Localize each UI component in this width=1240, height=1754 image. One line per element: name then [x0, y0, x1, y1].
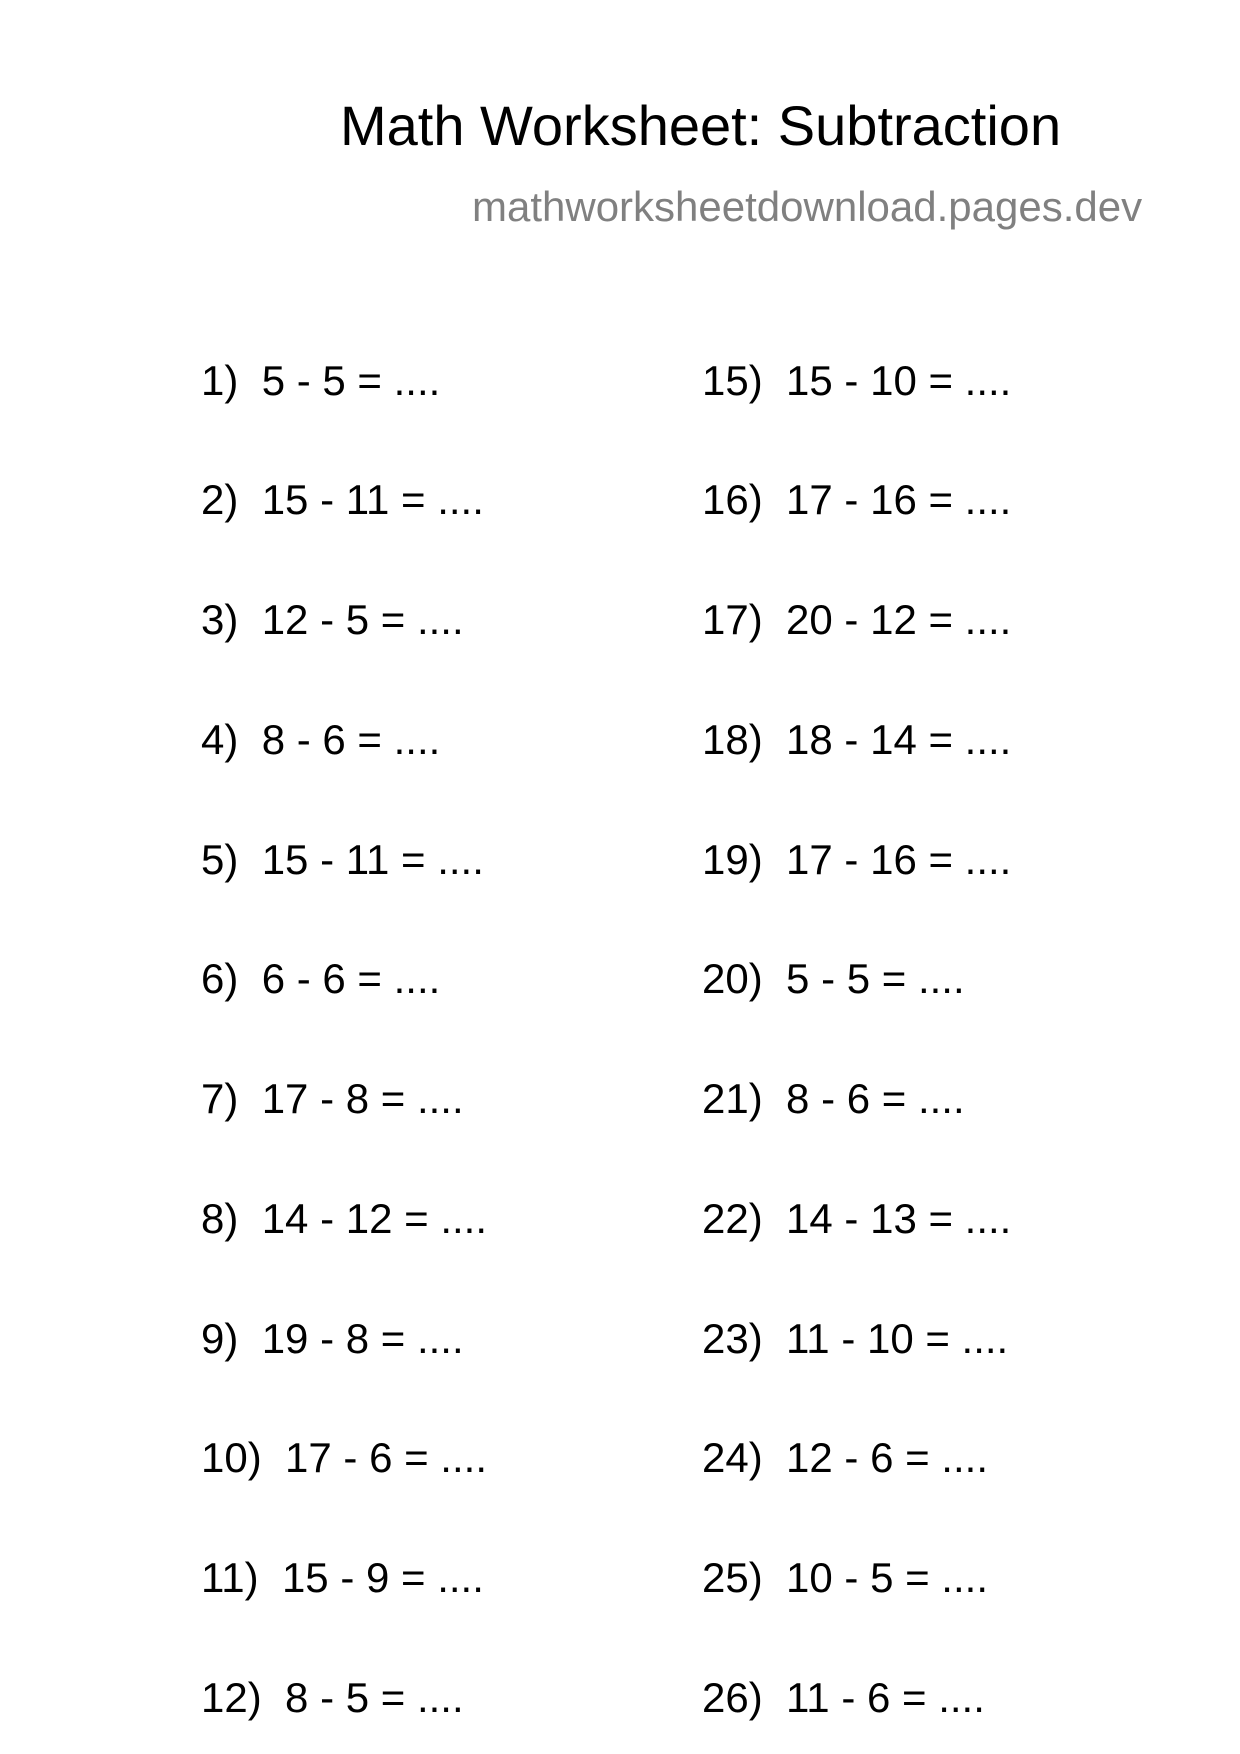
problem-number: 15) — [702, 357, 763, 404]
problem-expression: 15 - 9 = .... — [281, 1554, 484, 1601]
problem-number: 26) — [702, 1674, 763, 1721]
problem-number: 16) — [702, 476, 763, 523]
problem-item — [201, 1554, 484, 1601]
problem-number: 24) — [702, 1434, 763, 1481]
problem-item — [201, 836, 484, 883]
problem-item — [201, 1315, 464, 1362]
problem-item — [702, 955, 965, 1002]
problem-expression: 10 - 5 = .... — [786, 1554, 988, 1601]
problem-expression: 20 - 12 = .... — [786, 596, 1012, 643]
problem-item — [201, 1434, 487, 1481]
problem-expression: 14 - 13 = .... — [786, 1195, 1012, 1242]
problem-item — [201, 596, 464, 643]
page-title: Math Worksheet: Subtraction — [340, 94, 1062, 157]
problem-number: 23) — [702, 1315, 763, 1362]
problem-number: 18) — [702, 716, 763, 763]
problem-number: 17) — [702, 596, 763, 643]
problem-number: 11) — [201, 1554, 259, 1601]
problem-expression: 15 - 11 = .... — [261, 476, 484, 523]
problem-number: 9) — [201, 1315, 239, 1362]
problem-number: 4) — [201, 716, 239, 763]
problem-expression: 8 - 6 = .... — [261, 716, 441, 763]
problem-expression: 6 - 6 = .... — [261, 955, 441, 1002]
problem-number: 22) — [702, 1195, 763, 1242]
problem-item — [201, 1195, 488, 1242]
problem-item — [702, 1195, 1012, 1242]
problem-expression: 15 - 10 = .... — [786, 357, 1012, 404]
problem-item — [702, 836, 1012, 883]
problem-item — [201, 1674, 464, 1721]
problem-item — [702, 716, 1012, 763]
problem-expression: 5 - 5 = .... — [261, 357, 441, 404]
problem-item — [201, 1075, 464, 1122]
problem-number: 25) — [702, 1554, 763, 1601]
problem-number: 20) — [702, 955, 763, 1002]
problem-expression: 5 - 5 = .... — [786, 955, 965, 1002]
problem-item — [201, 955, 441, 1002]
problem-expression: 14 - 12 = .... — [261, 1195, 488, 1242]
problem-item — [201, 476, 484, 523]
source-url: mathworksheetdownload.pages.dev — [472, 183, 1143, 230]
problem-expression: 12 - 6 = .... — [786, 1434, 988, 1481]
problem-number: 3) — [201, 596, 239, 643]
problem-expression: 11 - 10 = .... — [786, 1315, 1009, 1362]
problem-expression: 15 - 11 = .... — [261, 836, 484, 883]
problem-item — [702, 1315, 1009, 1362]
problem-expression: 12 - 5 = .... — [261, 596, 464, 643]
problem-expression: 19 - 8 = .... — [261, 1315, 464, 1362]
problem-number: 10) — [201, 1434, 262, 1481]
problem-expression: 8 - 6 = .... — [786, 1075, 965, 1122]
problem-item — [702, 1674, 985, 1721]
problem-item — [201, 357, 441, 404]
problem-number: 2) — [201, 476, 239, 523]
problem-expression: 17 - 16 = .... — [786, 476, 1012, 523]
problem-item — [702, 596, 1012, 643]
problem-expression: 11 - 6 = .... — [786, 1674, 985, 1721]
problem-expression: 17 - 16 = .... — [786, 836, 1012, 883]
problem-item — [702, 1554, 988, 1601]
problem-expression: 18 - 14 = .... — [786, 716, 1012, 763]
problem-expression: 17 - 6 = .... — [285, 1434, 487, 1481]
problem-number: 21) — [702, 1075, 763, 1122]
problem-expression: 8 - 5 = .... — [285, 1674, 464, 1721]
problem-number: 1) — [201, 357, 239, 404]
problem-item — [702, 357, 1012, 404]
problem-number: 7) — [201, 1075, 239, 1122]
problem-item — [201, 716, 441, 763]
problem-number: 8) — [201, 1195, 239, 1242]
problem-item — [702, 476, 1012, 523]
problem-number: 12) — [201, 1674, 262, 1721]
problem-number: 6) — [201, 955, 239, 1002]
problem-number: 19) — [702, 836, 763, 883]
problem-expression: 17 - 8 = .... — [261, 1075, 464, 1122]
problem-number: 5) — [201, 836, 239, 883]
problem-item — [702, 1434, 988, 1481]
problem-item — [702, 1075, 965, 1122]
